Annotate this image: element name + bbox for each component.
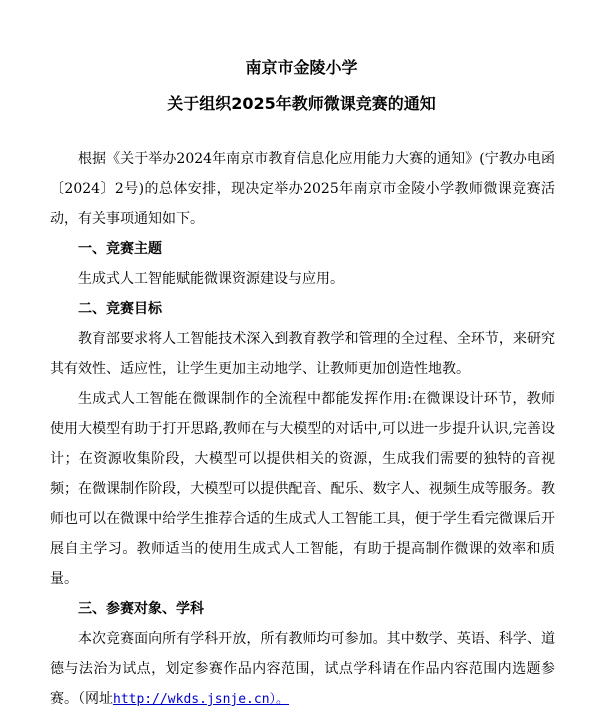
intro-paragraph: 根据《关于举办2024年南京市教育信息化应用能力大赛的通知》(宁教办电函〔2024〕2号)的总体安排，现决定举办2025年南京市金陵小学教师微课竞赛活动，有关事项通知如下。 — [50, 151, 555, 227]
goals-paragraph-1: 教育部要求将人工智能技术深入到教育教学和管理的全过程、全环节，来研究其有效性、适应性，让学生更加主动地学、让教师更加创造性地教。 — [50, 331, 555, 377]
section-heading-goals: 二、竞赛目标 — [78, 301, 162, 317]
participants-paragraph — [50, 624, 555, 715]
school-name: 南京市金陵小学 — [245, 58, 358, 77]
theme-paragraph: 生成式人工智能赋能微课资源建设与应用。 — [78, 271, 344, 287]
contest-website-link[interactable]: http://wkds.jsnje.cn）。 — [113, 692, 290, 707]
notice-title: 关于组织2025年教师微课竞赛的通知 — [167, 94, 436, 113]
participants-text: 本次竞赛面向所有学科开放，所有教师均可参加。其中数学、英语、科学、道德与法治为试点，划定参赛作品内容范围，试点学科请在作品内容范围内选题参赛。（网址 — [50, 631, 555, 707]
goals-paragraph-2: 生成式人工智能在微课制作的全流程中都能发挥作用:在微课设计环节，教师使用大模型有助于打开思路,教师在与大模型的对话中,可以进一步提升认识,完善设计；在资源收集阶段，大模型可以提供相关的资源，生成我们需要的独特的音视频；在微课制作阶段，大模型可以提供配音、配乐、数字人、视频生成等服务。教师也可以在微课中给学生推荐合适的生成式人工智能工具，便于学生看完微课后开展自主学习。教师适当的使用生成式人工智能，有助于提高制作微课的效率和质量。 — [50, 391, 555, 587]
section-heading-participants: 三、参赛对象、学科 — [78, 601, 204, 617]
section-heading-theme: 一、竞赛主题 — [78, 241, 162, 257]
document-body — [50, 144, 555, 715]
